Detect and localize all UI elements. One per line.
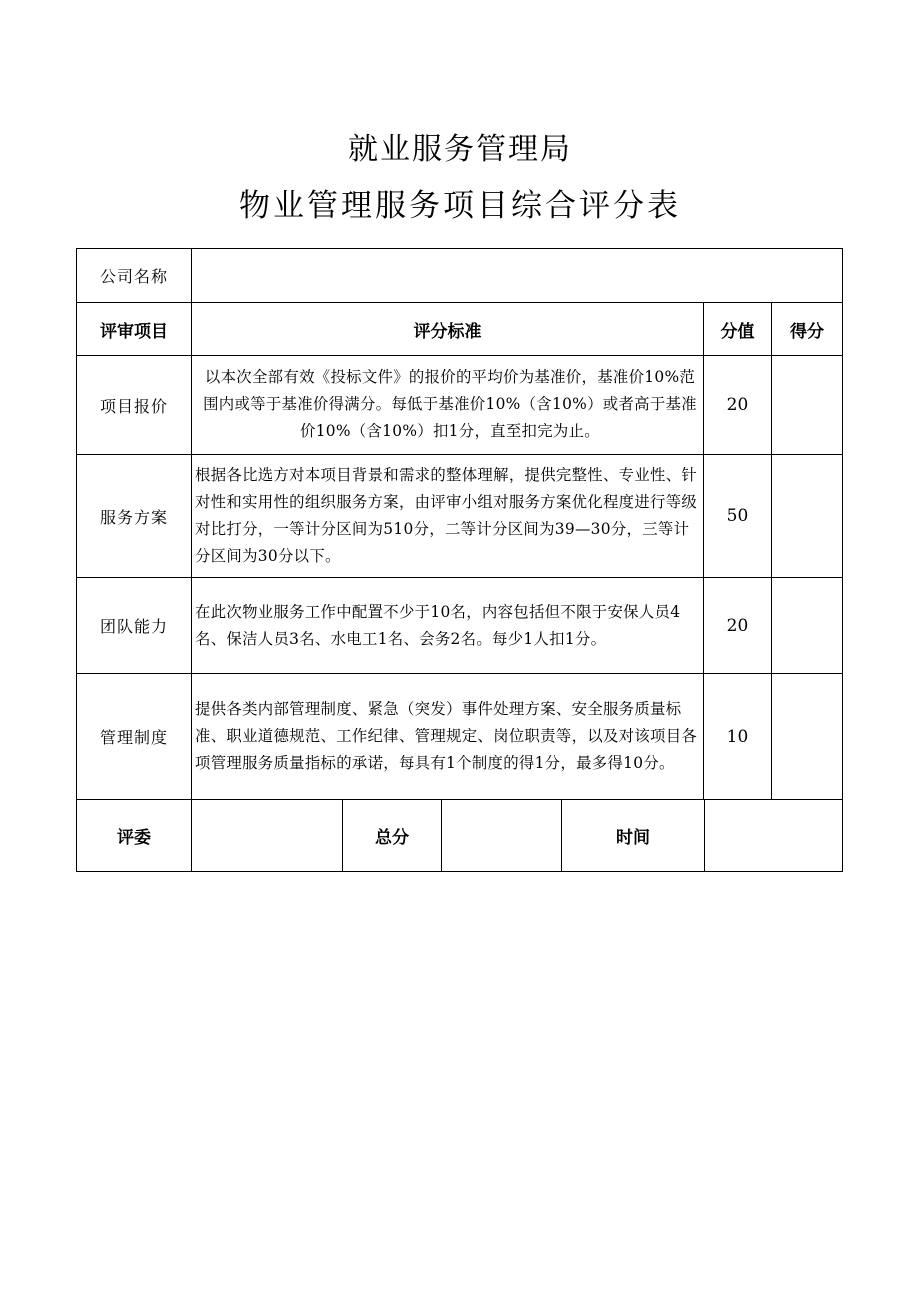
row-score-field[interactable] [772, 674, 842, 799]
row-item-label: 项目报价 [99, 396, 168, 416]
column-header-criteria: 评分标准 [413, 321, 482, 342]
form-title: 物业管理服务项目综合评分表 [239, 188, 681, 224]
total-score-label: 总分 [375, 828, 409, 848]
row-item-label: 管理制度 [99, 728, 168, 747]
row-score-field[interactable] [772, 356, 842, 454]
row-points-value: 10 [726, 726, 749, 747]
row-points-value: 20 [726, 615, 749, 636]
company-name-label: 公司名称 [99, 267, 168, 286]
row-points-value: 50 [726, 506, 749, 526]
total-score-field[interactable] [442, 800, 561, 871]
scoring-table [76, 248, 843, 872]
row-item-label: 服务方案 [99, 507, 168, 527]
row-criteria-text: 以本次全部有效《投标文件》的报价的平均价为基准价，基准价10%范围内或等于基准价得满分。每低于基准价10%（含10%）或者高于基准价10%（含10%）扣1分，直至扣完为止。 [203, 367, 697, 440]
row-criteria-text: 在此次物业服务工作中配置不少于10名，内容包括但不限于安保人员4名、保洁人员3名、水电工1名、会务2名。每少1人扣1分。 [195, 602, 681, 648]
row-item-label: 团队能力 [99, 617, 168, 636]
column-header-item: 评审项目 [100, 321, 168, 342]
time-label: 时间 [616, 828, 650, 848]
table-border-right [842, 248, 843, 872]
row-score-field[interactable] [772, 455, 842, 577]
agency-title: 就业服务管理局 [348, 132, 572, 167]
reviewer-field[interactable] [192, 800, 342, 871]
row-points-value: 20 [726, 395, 749, 415]
row-criteria-text: 根据各比选方对本项目背景和需求的整体理解，提供完整性、专业性、针对性和实用性的组织服务方案，由评审小组对服务方案优化程度进行等级对比打分，一等计分区间为510分，二等计分区间为39—30分，三等计分区间为30分以下。 [195, 466, 698, 565]
row-criteria-text: 提供各类内部管理制度、紧急（突发）事件处理方案、安全服务质量标准、职业道德规范、工作纪律、管理规定、岗位职责等，以及对该项目各项管理服务质量指标的承诺，每具有1个制度的得1分，最多得10分。 [195, 700, 698, 772]
row-score-field[interactable] [772, 578, 842, 673]
column-header-points: 分值 [720, 321, 755, 342]
time-field[interactable] [705, 800, 842, 871]
company-name-field[interactable] [192, 249, 842, 302]
column-header-score: 得分 [790, 321, 824, 342]
reviewer-label: 评委 [117, 828, 151, 848]
